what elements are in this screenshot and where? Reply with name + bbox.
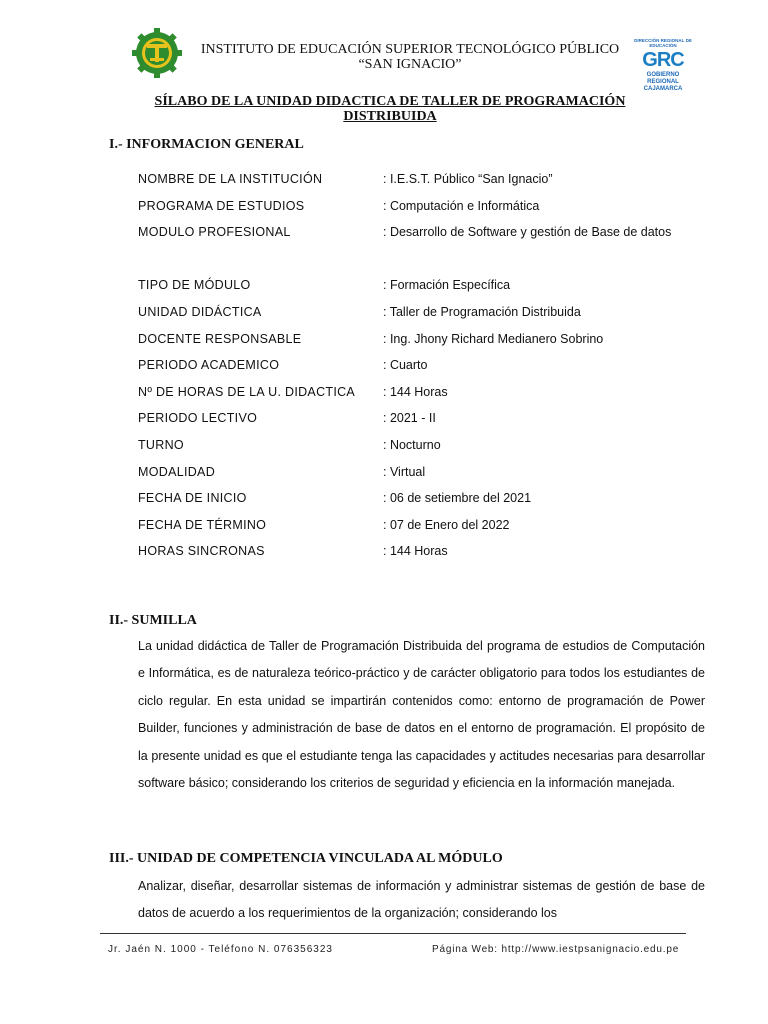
grc-logo-top-text: DIRECCIÓN REGIONAL DE EDUCACIÓN — [634, 38, 692, 48]
section-heading-general-info: I.- INFORMACION GENERAL — [109, 137, 304, 152]
info-value: : I.E.S.T. Público “San Ignacio” — [383, 172, 553, 186]
info-label: UNIDAD DIDÁCTICA — [138, 304, 262, 319]
info-row — [138, 352, 678, 379]
info-value: : 144 Horas — [383, 544, 448, 559]
info-value: : Desarrollo de Software y gestión de Base de datos — [383, 225, 672, 240]
grc-logo-mark: GRC — [642, 49, 684, 71]
info-value: : Cuarto — [383, 358, 428, 373]
grc-logo-bottom-text: GOBIERNO REGIONAL CAJAMARCA — [643, 72, 683, 92]
info-label: FECHA DE TÉRMINO — [138, 517, 267, 532]
info-label: TIPO DE MÓDULO — [138, 278, 251, 293]
info-value: : 07 de Enero del 2022 — [383, 517, 510, 532]
info-label: NOMBRE DE LA INSTITUCIÓN — [138, 172, 323, 186]
info-label: MODALIDAD — [138, 464, 216, 479]
section-heading-sumilla: II.- SUMILLA — [109, 613, 197, 628]
institution-name-line1: INSTITUTO DE EDUCACIÓN SUPERIOR TECNOLÓGICO PÚBLICO — [200, 42, 620, 57]
info-label: PERIODO LECTIVO — [138, 411, 258, 426]
info-value: : 06 de setiembre del 2021 — [383, 491, 532, 506]
info-row — [138, 405, 678, 432]
info-row — [138, 538, 678, 565]
info-label: Nº DE HORAS DE LA U. DIDACTICA — [138, 384, 356, 399]
info-value: : 2021 - II — [383, 411, 436, 426]
section-heading-competencia: III.- UNIDAD DE COMPETENCIA VINCULADA AL MÓDULO — [109, 851, 503, 866]
institution-name-line2: “SAN IGNACIO” — [358, 57, 462, 72]
footer-address: Jr. Jaén N. 1000 - Teléfono N. 076356323 — [108, 944, 333, 955]
info-row — [138, 432, 678, 459]
info-value: : Ing. Jhony Richard Medianero Sobrino — [383, 331, 604, 346]
info-row — [138, 326, 678, 353]
footer-divider — [100, 933, 686, 934]
institution-name — [190, 42, 630, 72]
info-value: : Taller de Programación Distribuida — [383, 304, 581, 319]
info-row — [138, 299, 678, 326]
grc-logo — [634, 38, 692, 92]
info-row — [138, 272, 678, 299]
info-row — [138, 459, 678, 486]
document-title — [100, 94, 680, 124]
info-row — [138, 512, 678, 539]
general-info-table — [138, 166, 678, 565]
info-row — [138, 219, 678, 272]
info-label: MODULO PROFESIONAL — [138, 225, 291, 240]
info-label: PROGRAMA DE ESTUDIOS — [138, 198, 305, 213]
info-row — [138, 485, 678, 512]
sumilla-paragraph: La unidad didáctica de Taller de Programación Distribuida del programa de estudios de Computación e Informática, es de naturaleza teórico-práctico y de carácter obligatorio para todos los estudiantes de ciclo regular. En esta unidad se impartirán contenidos como: entorno de programación de Power Builder, funciones y administración de base de datos en el entorno de programación. El propósito de la presente unidad es que el estudiante tenga las capacidades y actitudes necesarias para desarrollar software básico; considerando los criterios de seguridad y eficiencia en la información manejada. — [138, 639, 705, 791]
info-value: : Virtual — [383, 464, 426, 479]
competencia-paragraph: Analizar, diseñar, desarrollar sistemas de información y administrar sistemas de gestión de base de datos de acuerdo a los requerimientos de la organización; considerando los — [138, 879, 705, 921]
info-label: TURNO — [138, 437, 184, 452]
info-value: : Formación Específica — [383, 278, 511, 293]
footer-website: Página Web: http://www.iestpsanignacio.edu.pe — [432, 944, 680, 955]
info-row — [138, 166, 678, 193]
document-title-line1: SÍLABO DE LA UNIDAD DIDACTICA DE TALLER DE PROGRAMACIÓN — [154, 94, 626, 109]
institution-emblem-icon — [132, 28, 182, 78]
info-label: DOCENTE RESPONSABLE — [138, 331, 302, 346]
info-row — [138, 193, 678, 220]
info-value: : 144 Horas — [383, 384, 448, 399]
info-row — [138, 379, 678, 406]
info-value: : Nocturno — [383, 437, 441, 452]
page-header — [0, 0, 768, 90]
info-label: FECHA DE INICIO — [138, 491, 247, 506]
document-title-line2: DISTRIBUIDA — [343, 109, 437, 124]
info-label: HORAS SINCRONAS — [138, 544, 265, 559]
info-value: : Computación e Informática — [383, 198, 540, 213]
info-label: PERIODO ACADEMICO — [138, 358, 280, 373]
